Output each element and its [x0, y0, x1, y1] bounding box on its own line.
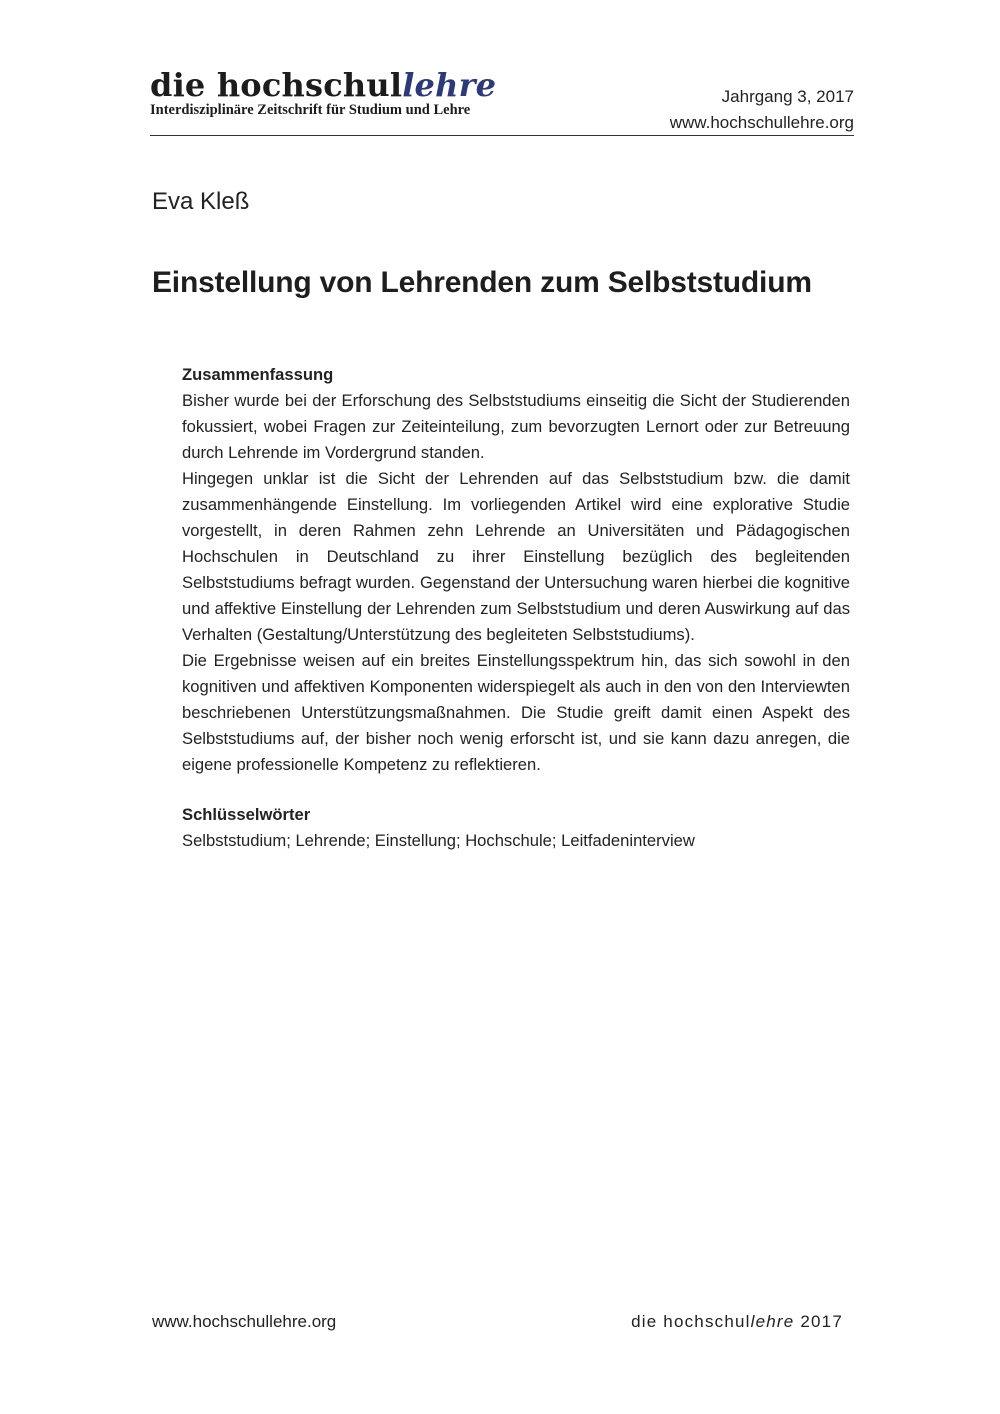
header-website-link[interactable]: www.hochschullehre.org [669, 113, 854, 132]
article-title: Einstellung von Lehrenden zum Selbststudium [152, 266, 812, 299]
keywords-heading: Schlüsselwörter [182, 805, 311, 824]
footer-year: 2017 [794, 1312, 843, 1331]
abstract-paragraph: Bisher wurde bei der Erforschung des Selbststudiums einseitig die Sicht der Studierenden fokussiert, wobei Fragen zur Zeiteinteilung, zum bevorzugten Lernort oder zur Betreuung durch Lehrende im Vordergrund standen. [182, 391, 850, 462]
volume-label: Jahrgang 3, 2017 [721, 87, 854, 106]
abstract-paragraph: Hingegen unklar ist die Sicht der Lehrenden auf das Selbststudium bzw. die damit zusammenhängende Einstellung. Im vorliegenden Artikel wird eine explorative Studie vorgestellt, in deren Rahmen zehn Lehrende an Universitäten und Pädagogischen Hochschulen in Deutschland zu ihrer Einstellung bezüglich des begleitenden Selbststudiums befragt wurden. Gegenstand der Untersuchung waren hierbei die kognitive und affektive Einstellung der Lehrenden zum Selbststudium und deren Auswirkung auf das Verhalten (Gestaltung/Unterstützung des begleiteten Selbststudiums). [182, 469, 850, 644]
keywords-section [182, 802, 850, 854]
header-divider [150, 135, 854, 136]
footer-journal-credit [631, 1312, 843, 1332]
journal-masthead [150, 68, 496, 118]
footer-journal-main: die hochschul [631, 1312, 751, 1331]
abstract-heading: Zusammenfassung [182, 365, 334, 384]
keywords-list: Selbststudium; Lehrende; Einstellung; Hochschule; Leitfadeninterview [182, 831, 695, 850]
footer-journal-accent: lehre [750, 1312, 795, 1331]
issue-meta [670, 84, 854, 136]
footer-website-link[interactable]: www.hochschullehre.org [152, 1312, 337, 1331]
article-author: Eva Kleß [152, 188, 250, 215]
abstract-section [182, 362, 850, 778]
logo-accent-text: lehre [402, 66, 497, 104]
journal-logo [150, 68, 496, 102]
journal-subtitle: Interdisziplinäre Zeitschrift für Studium und Lehre [150, 102, 471, 118]
abstract-paragraph: Die Ergebnisse weisen auf ein breites Einstellungsspektrum hin, das sich sowohl in den kognitiven und affektiven Komponenten widerspiegelt als auch in den von den Interviewten beschriebenen Unterstützungsmaßnahmen. Die Studie greift damit einen Aspekt des Selbststudiums auf, der bisher noch wenig erforscht ist, und sie kann dazu anregen, die eigene professionelle Kompetenz zu reflektieren. [182, 651, 850, 774]
logo-main-text: die hochschul [150, 66, 403, 104]
